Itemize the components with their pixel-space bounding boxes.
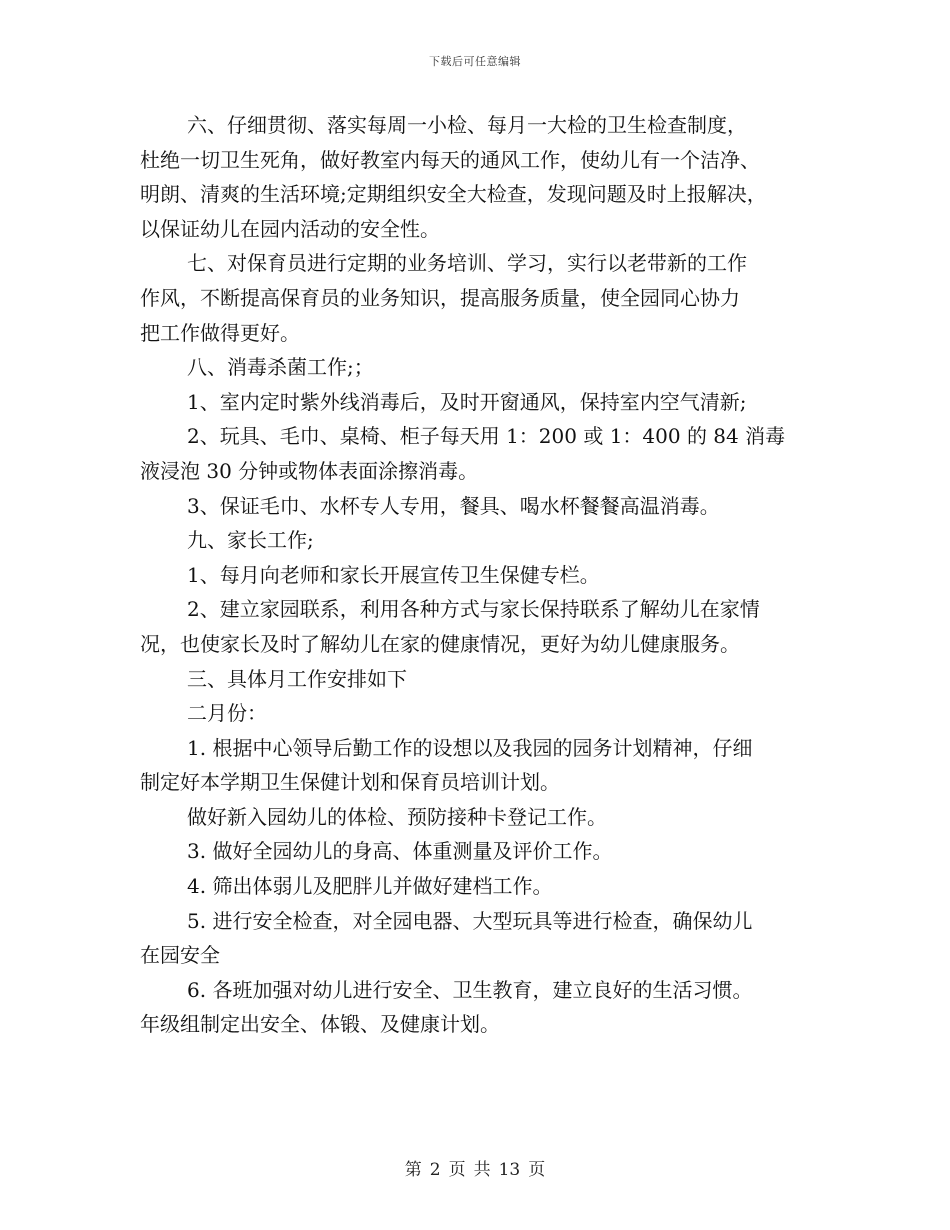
text-line: 把工作做得更好。 [140,320,300,345]
text-line: 3、保证毛巾、水杯专人专用，餐具、喝水杯餐餐高温消毒。 [187,493,720,518]
text-line: 作风，不断提高保育员的业务知识，提高服务质量，使全园同心协力 [140,285,740,310]
footer-page-number: 2 [429,1160,441,1180]
text-line: 在园安全 [140,943,220,968]
footer-total-unit: 页 [528,1160,546,1180]
text-line: 以保证幼儿在园内活动的安全性。 [140,216,440,241]
text-line: 杜绝一切卫生死角，做好教室内每天的通风工作，使幼儿有一个洁净、 [140,147,760,172]
text-line: 1. 根据中心领导后勤工作的设想以及我园的园务计划精神，仔细 [187,735,753,760]
text-line: 2、玩具、毛巾、桌椅、柜子每天用 1：200 或 1：400 的 84 消毒 [187,424,786,449]
text-line: 九、家长工作; [187,528,314,553]
text-line: 3. 做好全园幼儿的身高、体重测量及评价工作。 [187,839,613,864]
document-body [140,108,820,1042]
footer-page-unit: 页 [448,1160,466,1180]
text-line: 制定好本学期卫生保健计划和保育员培训计划。 [140,770,560,795]
text-line: 液浸泡 30 分钟或物体表面涂擦消毒。 [140,458,479,483]
text-line: 明朗、清爽的生活环境;定期组织安全大检查，发现问题及时上报解决， [140,182,767,207]
footer-total-prefix: 共 [473,1160,491,1180]
text-line: 八、消毒杀菌工作;； [187,355,374,380]
footer-prefix: 第 [404,1160,422,1180]
page-footer [0,1155,950,1180]
page-header: 下载后可任意编辑 [429,55,521,68]
text-line: 5. 进行安全检查，对全园电器、大型玩具等进行检查，确保幼儿 [187,908,753,933]
text-line: 年级组制定出安全、体锻、及健康计划。 [140,1012,500,1037]
text-line: 三、具体月工作安排如下 [187,666,407,691]
text-line: 做好新入园幼儿的体检、预防接种卡登记工作。 [187,804,607,829]
text-line: 1、每月向老师和家长开展宣传卫生保健专栏。 [187,562,600,587]
text-line: 七、对保育员进行定期的业务培训、学习，实行以老带新的工作 [187,251,747,276]
text-line: 况，也使家长及时了解幼儿在家的健康情况，更好为幼儿健康服务。 [140,631,740,656]
text-line: 六、仔细贯彻、落实每周一小检、每月一大检的卫生检查制度， [187,113,747,137]
text-line: 2、建立家园联系，利用各种方式与家长保持联系了解幼儿在家情 [187,597,760,622]
text-line: 1、室内定时紫外线消毒后，及时开窗通风，保持室内空气清新; [187,389,747,414]
text-line: 4. 筛出体弱儿及肥胖儿并做好建档工作。 [187,874,553,899]
footer-total-pages: 13 [498,1160,521,1180]
text-line: 6. 各班加强对幼儿进行安全、卫生教育，建立良好的生活习惯。 [187,977,753,1002]
text-line: 二月份： [187,701,267,726]
